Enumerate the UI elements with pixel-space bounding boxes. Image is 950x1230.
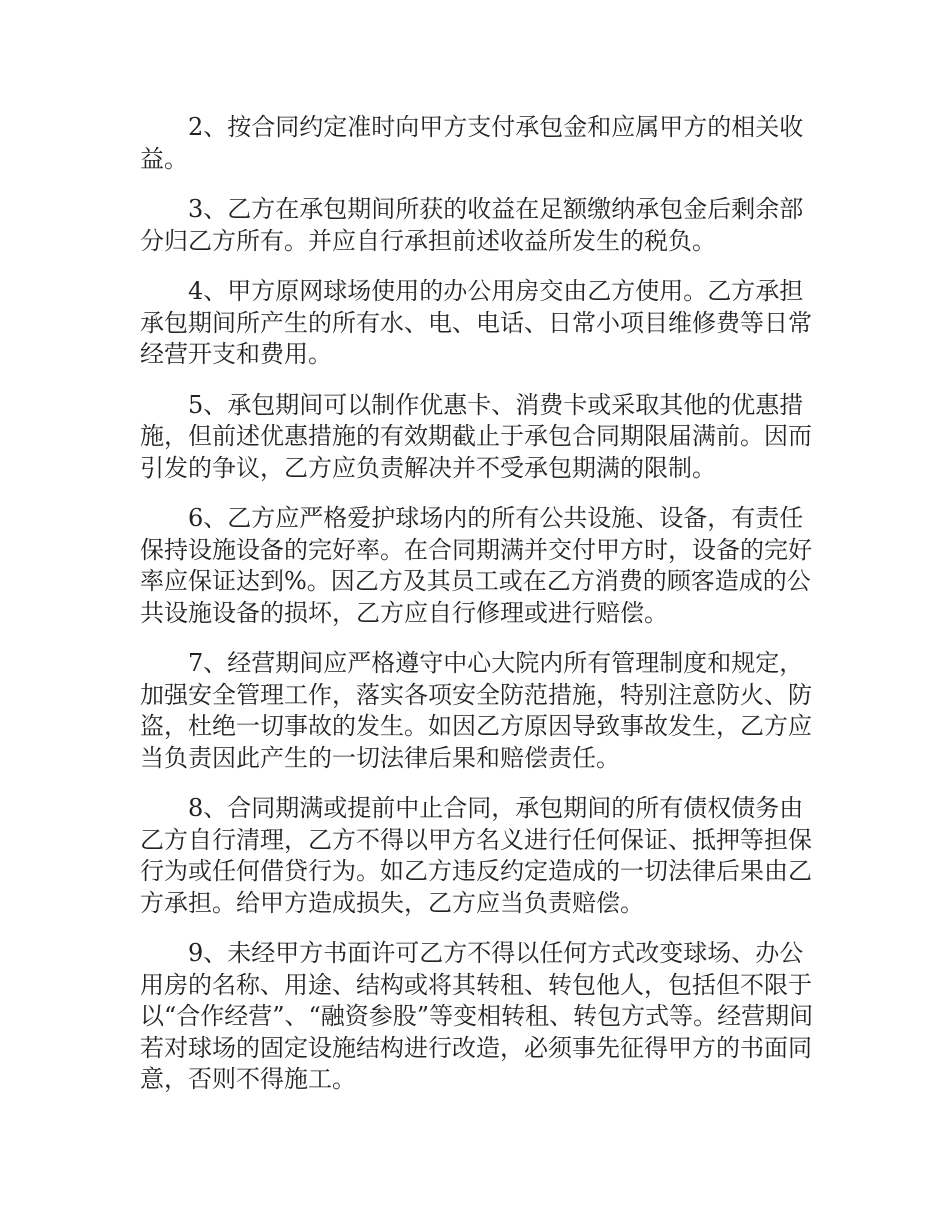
clause-9-paragraph: 9、未经甲方书面许可乙方不得以任何方式改变球场、办公用房的名称、用途、结构或将其转租、转包他人，包括但不限于以“合作经营”、“融资参股”等变相转租、转包方式等。经营期间若对球场的固定设施结构进行改造，必须事先征得甲方的书面同意，否则不得施工。 — [140, 939, 814, 1093]
clause-7-paragraph: 7、经营期间应严格遵守中心大院内所有管理制度和规定，加强安全管理工作，落实各项安全防范措施，特别注意防火、防盗，杜绝一切事故的发生。如因乙方原因导致事故发生，乙方应当负责因此产生的一切法律后果和赔偿责任。 — [140, 649, 812, 772]
clause-2-paragraph: 2、按合同约定准时向甲方支付承包金和应属甲方的相关收益。 — [140, 113, 804, 173]
clause-8-paragraph: 8、合同期满或提前中止合同，承包期间的所有债权债务由乙方自行清理，乙方不得以甲方名义进行任何保证、抵押等担保行为或任何借贷行为。如乙方违反约定造成的一切法律后果由乙方承担。给甲方造成损失，乙方应当负责赔偿。 — [140, 794, 812, 917]
clause-3-paragraph: 3、乙方在承包期间所获的收益在足额缴纳承包金后剩余部分归乙方所有。并应自行承担前述收益所发生的税负。 — [140, 195, 804, 255]
document-body — [140, 112, 820, 1115]
clause-6-paragraph: 6、乙方应严格爱护球场内的所有公共设施、设备，有责任保持设施设备的完好率。在合同期满并交付甲方时，设备的完好率应保证达到%。因乙方及其员工或在乙方消费的顾客造成的公共设施设备的损坏，乙方应自行修理或进行赔偿。 — [140, 504, 812, 627]
clause-5-paragraph: 5、承包期间可以制作优惠卡、消费卡或采取其他的优惠措施，但前述优惠措施的有效期截止于承包合同期限届满前。因而引发的争议，乙方应负责解决并不受承包期满的限制。 — [140, 390, 812, 482]
clause-4-paragraph: 4、甲方原网球场使用的办公用房交由乙方使用。乙方承担承包期间所产生的所有水、电、电话、日常小项目维修费等日常经营开支和费用。 — [140, 277, 812, 368]
